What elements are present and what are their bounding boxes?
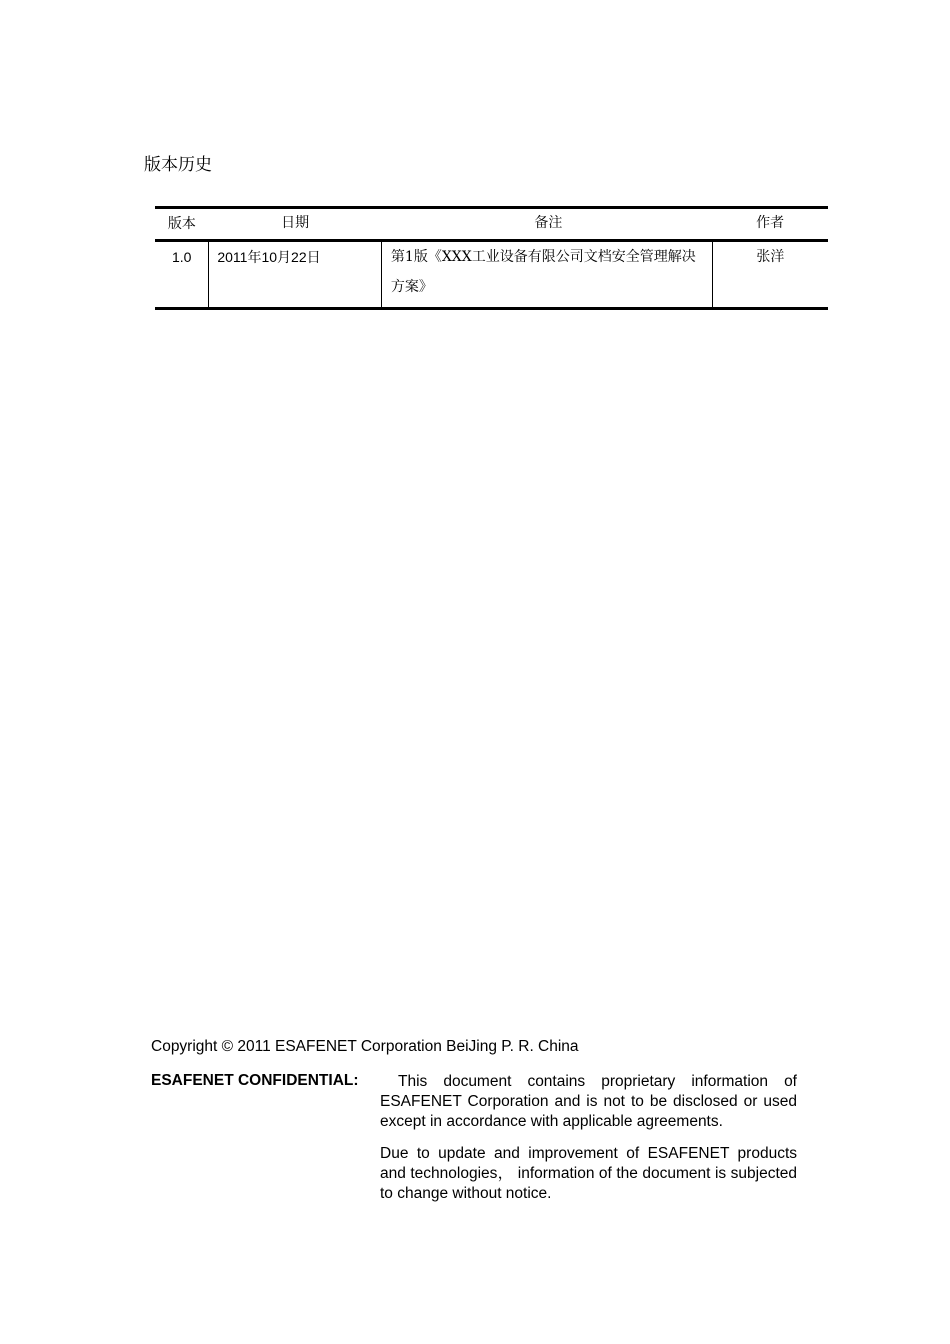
cell-date: 2011年10月22日 [209, 241, 382, 309]
header-version: 版本 [155, 208, 209, 241]
copyright-notice: Copyright © 2011 ESAFENET Corporation BeiJing P. R. China [151, 1038, 579, 1055]
page-heading: 版本历史 [144, 155, 212, 175]
confidential-label: ESAFENET CONFIDENTIAL: [151, 1072, 359, 1089]
header-date: 日期 [209, 208, 382, 241]
cell-notes: 第1版《XXX工业设备有限公司文档安全管理解决方案》 [381, 241, 712, 309]
table-row [155, 241, 828, 309]
table-header-row [155, 208, 828, 241]
header-author: 作者 [712, 208, 828, 241]
version-history-table [155, 206, 828, 310]
cell-version: 1.0 [155, 241, 209, 309]
update-notice: Due to update and improvement of ESAFENET products and technologies， information of the document is subjected to change without notice. [380, 1145, 797, 1202]
confidential-text: This document contains proprietary information of ESAFENET Corporation and is not to be disclosed or used except in accordance with applicable agreements. [380, 1073, 797, 1130]
cell-author: 张洋 [712, 241, 828, 309]
header-notes: 备注 [381, 208, 712, 241]
